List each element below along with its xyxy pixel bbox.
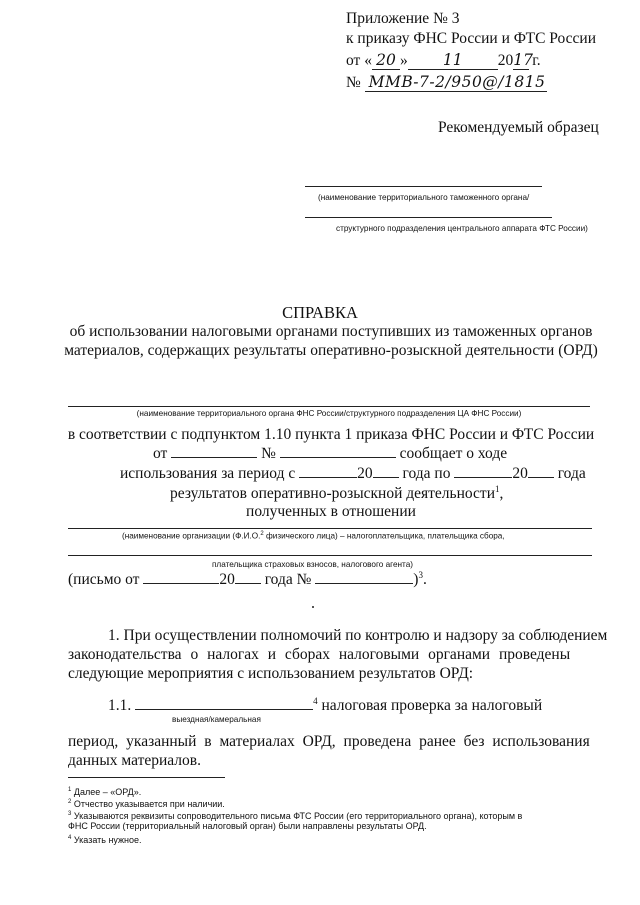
order-day: 20 bbox=[372, 51, 400, 70]
scan-dot bbox=[312, 606, 314, 608]
body-line-4: результатов оперативно-розыскной деятельности$^1$, bbox=[170, 484, 504, 503]
order-year: 17 bbox=[513, 51, 533, 69]
period-end-year-field bbox=[528, 477, 554, 478]
body-line-5: полученных в отношении bbox=[246, 503, 416, 520]
recommended-sample: Рекомендуемый образец bbox=[438, 119, 599, 136]
taxpayer-caption-2: плательщика страховых взносов, налогового агента) bbox=[212, 560, 413, 569]
footnote-1: $^1$ Далее – «ОРД». bbox=[68, 787, 142, 797]
footnote-4: $^4$ Указать нужное. bbox=[68, 835, 142, 845]
section1-line-2: законодательства о налогах и сборах налоговыми органами проведены bbox=[68, 646, 571, 663]
item-1-1-text-1: период, указанный в материалах ОРД, проведена ранее без использования bbox=[68, 733, 590, 750]
order-reference: к приказу ФНС России и ФТС России bbox=[346, 30, 597, 47]
check-type-field bbox=[135, 709, 313, 710]
tax-org-line bbox=[68, 406, 590, 407]
customs-division-caption: структурного подразделения центрального аппарата ФТС России) bbox=[336, 224, 588, 233]
footnote-3-cont: ФНС России (территориальный налоговый орган) были направлены результаты ОРД. bbox=[68, 821, 427, 831]
letter-ref-date-field bbox=[143, 583, 219, 584]
customs-division-line bbox=[305, 217, 552, 218]
customs-org-line bbox=[305, 186, 542, 187]
order-number: № ММВ-7-2/950@/1815 bbox=[346, 73, 546, 91]
letter-ref-year-field bbox=[235, 583, 261, 584]
body-line-2: от № сообщает о ходе bbox=[153, 445, 508, 462]
taxpayer-caption-1: (наименование организации (Ф.И.О.$^2$ физического лица) – налогоплательщика, плательщика сбора, bbox=[122, 531, 505, 541]
order-number-value: ММВ-7-2/950@/1815 bbox=[365, 73, 547, 92]
footnote-3: $^3$ Указываются реквизиты сопроводительного письма ФТС России (его территориального органа), которым в bbox=[68, 811, 523, 821]
letter-number-field bbox=[280, 457, 396, 458]
item-1-1: 1.1. $^4$ налоговая проверка за налоговый bbox=[108, 696, 543, 715]
doc-subtitle-1: об использовании налоговыми органами поступивших из таможенных органов bbox=[69, 323, 593, 340]
order-month: 11 bbox=[408, 51, 498, 70]
letter-ref-number-field bbox=[315, 583, 413, 584]
taxpayer-line-2 bbox=[68, 555, 592, 556]
period-start-year-field bbox=[373, 477, 399, 478]
order-date: от « 20 » 11 2017г. bbox=[346, 51, 541, 69]
appendix-title: Приложение № 3 bbox=[346, 10, 460, 27]
taxpayer-line bbox=[68, 528, 592, 529]
section1-line-1: 1. При осуществлении полномочий по контролю и надзору за соблюдением bbox=[108, 627, 608, 644]
period-start-field bbox=[299, 477, 357, 478]
letter-date-field bbox=[171, 457, 257, 458]
letter-reference: (письмо от 20 года № )$^3$. bbox=[68, 570, 427, 589]
tax-org-caption: (наименование территориального органа ФНС России/структурного подразделения ЦА ФНС России) bbox=[136, 409, 522, 418]
section1-line-3: следующие мероприятия с использованием результатов ОРД: bbox=[68, 665, 474, 682]
period-end-field bbox=[454, 477, 512, 478]
body-line-1: в соответствии с подпунктом 1.10 пункта 1 приказа ФНС России и ФТС России bbox=[67, 426, 595, 443]
footnote-separator bbox=[68, 777, 225, 778]
item-1-1-text-2: данных материалов. bbox=[68, 752, 201, 769]
doc-title: СПРАВКА bbox=[282, 303, 358, 322]
customs-org-caption: (наименование территориального таможенного органа/ bbox=[318, 193, 530, 202]
footnote-2: $^2$ Отчество указывается при наличии. bbox=[68, 799, 225, 809]
check-type-caption: выездная/камеральная bbox=[172, 715, 261, 724]
body-line-3: использования за период с 20 года по 20 года bbox=[120, 465, 586, 482]
doc-subtitle-2: материалов, содержащих результаты оперативно-розыскной деятельности (ОРД) bbox=[64, 342, 598, 359]
